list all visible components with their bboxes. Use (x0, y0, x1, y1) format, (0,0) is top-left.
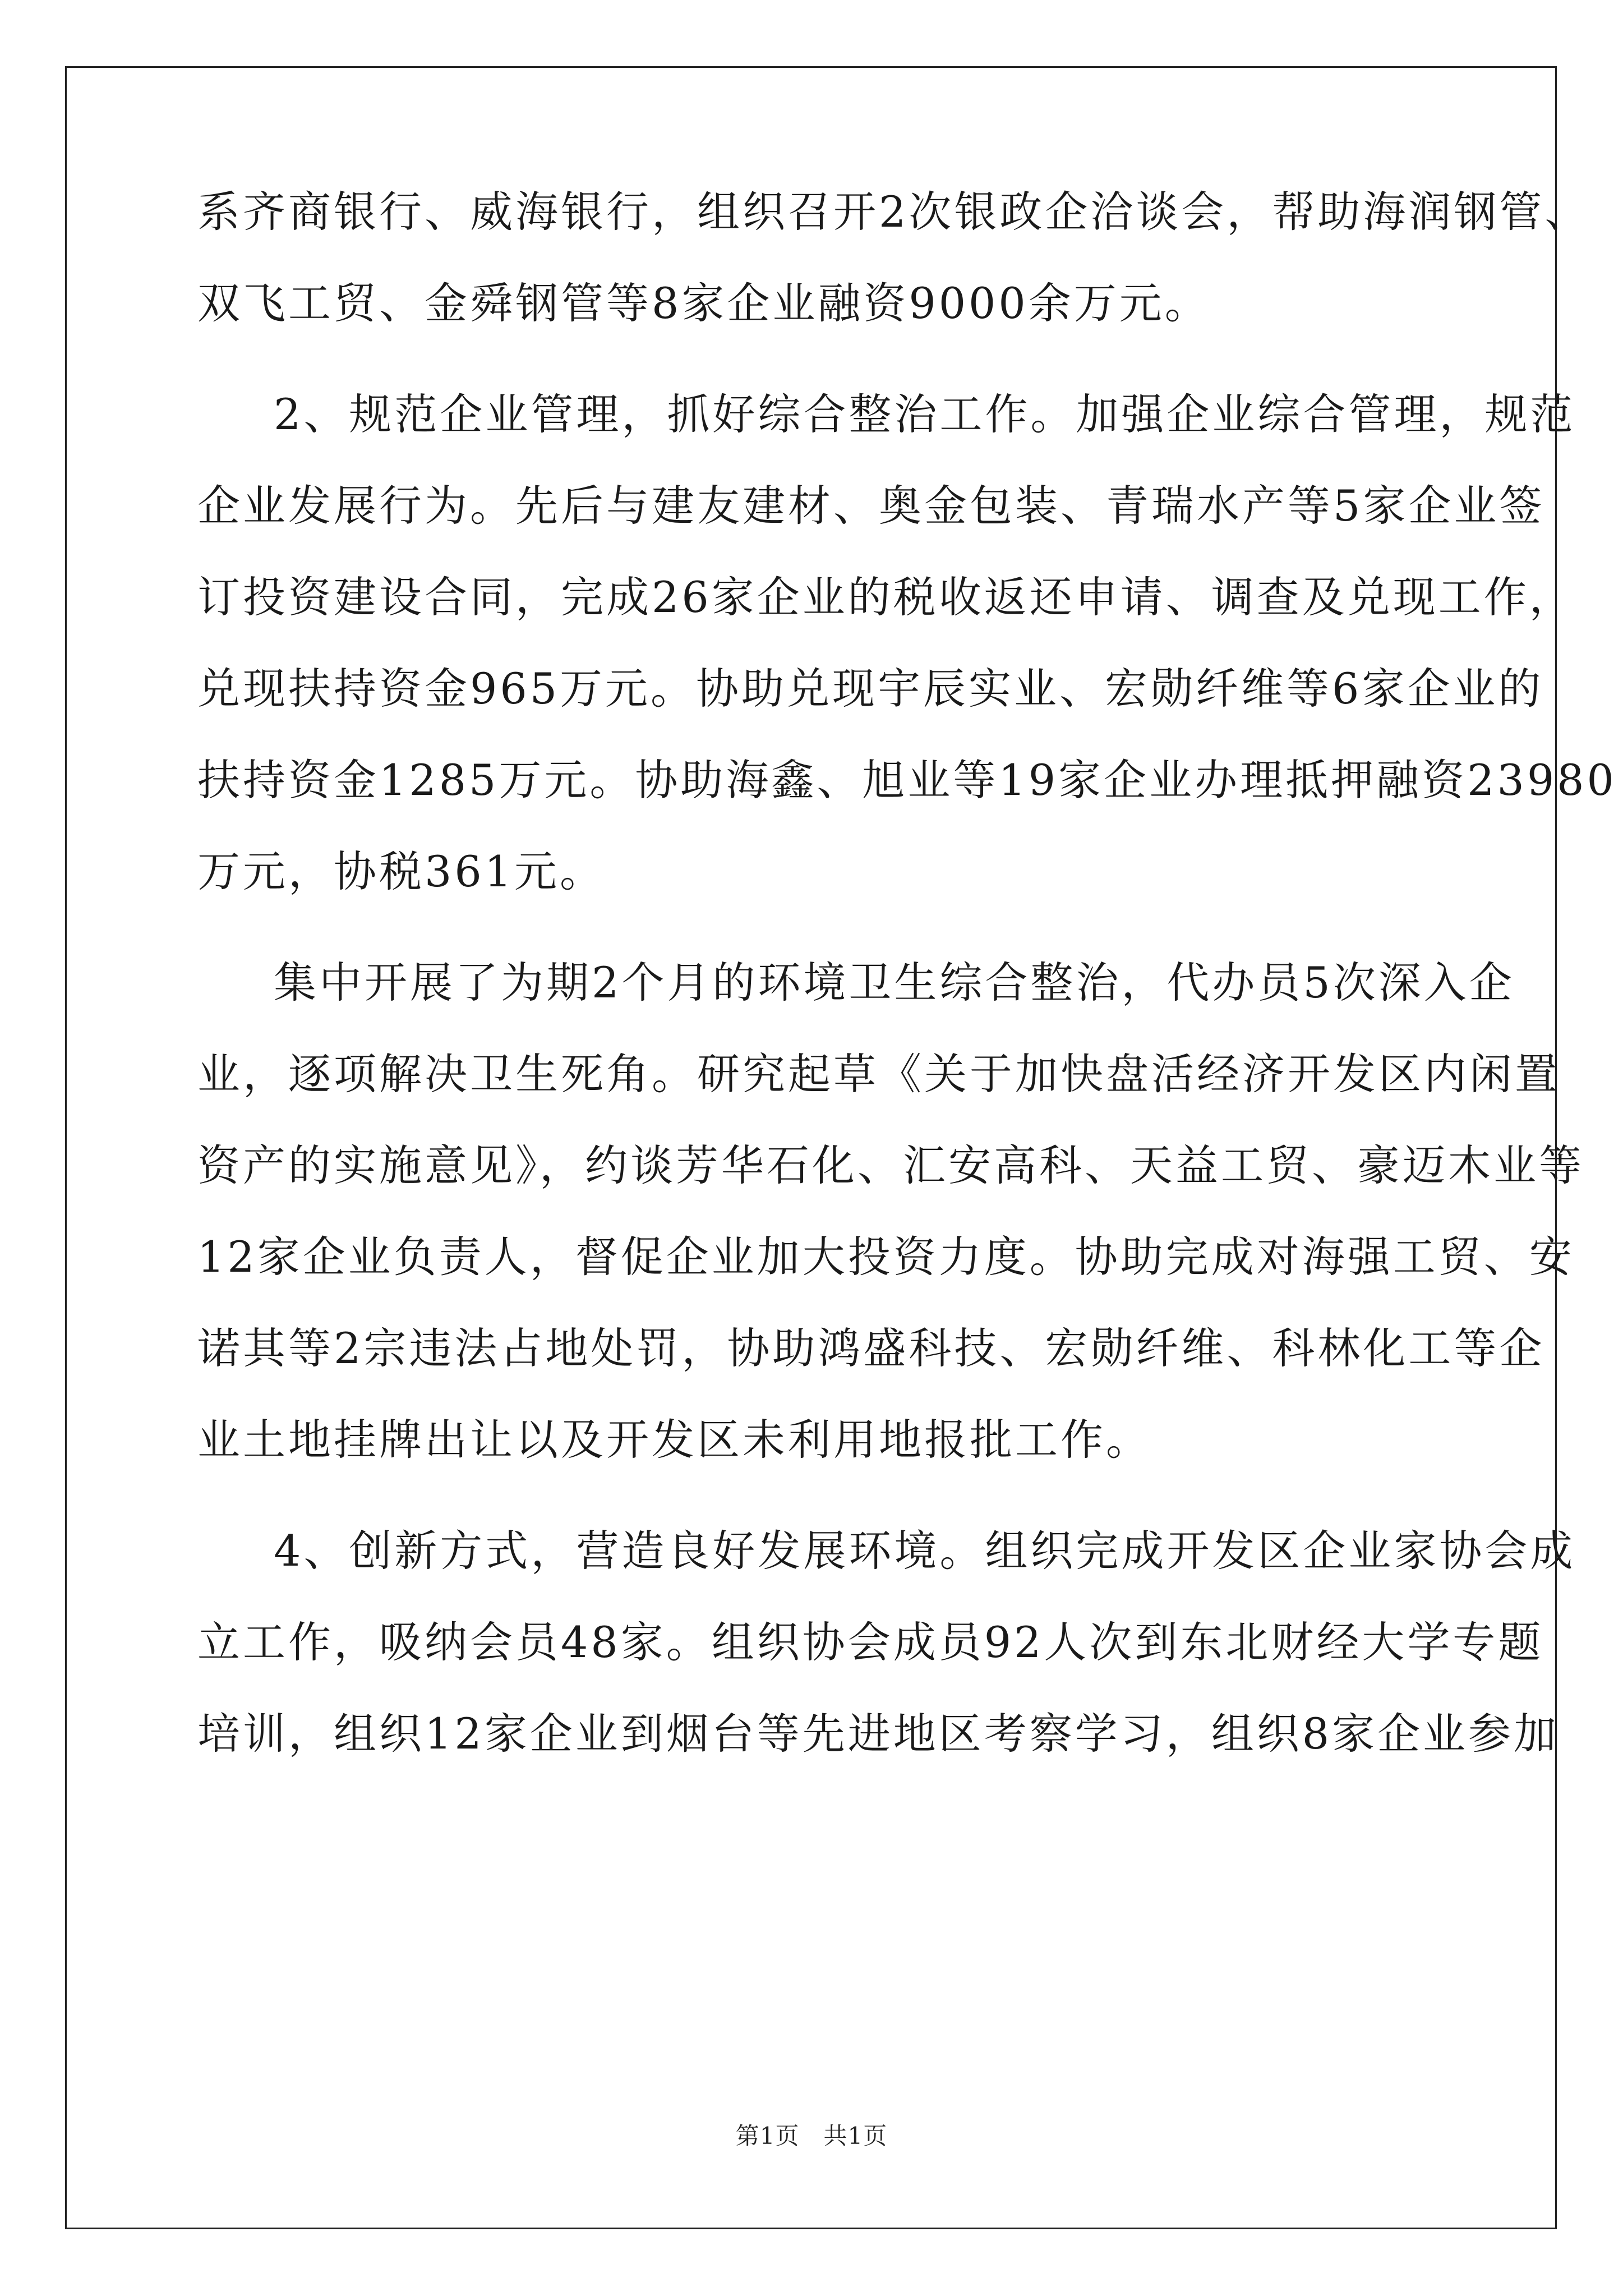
text-line: 业，逐项解决卫生死角。研究起草《关于加快盘活经济开发区内闲置 (197, 1049, 1560, 1099)
text-line: 系齐商银行、威海银行，组织召开2次银政企洽谈会，帮助海润钢管、 (197, 187, 1590, 237)
text-line: 企业发展行为。先后与建友建材、奥金包装、青瑞水产等5家企业签 (197, 481, 1545, 531)
text-line: 万元，协税361元。 (197, 846, 606, 896)
text-line: 诺其等2宗违法占地处罚，协助鸿盛科技、宏勋纤维、科林化工等企 (197, 1323, 1545, 1373)
page-number-footer: 第1页 共1页 (735, 2122, 888, 2150)
text-line: 立工作，吸纳会员48家。组织协会成员92人次到东北财经大学专题 (197, 1617, 1544, 1667)
text-line: 兑现扶持资金965万元。协助兑现宇辰实业、宏勋纤维等6家企业的 (197, 664, 1544, 714)
text-line: 资产的实施意见》，约谈芳华石化、汇安高科、天益工贸、豪迈木业等 (197, 1140, 1584, 1190)
text-line: 业土地挂牌出让以及开发区未利用地报批工作。 (197, 1415, 1151, 1465)
text-line: 双飞工贸、金舜钢管等8家企业融资9000余万元。 (197, 278, 1210, 328)
paragraph-start-line: 2、规范企业管理，抓好综合整治工作。加强企业综合管理，规范 (274, 389, 1576, 439)
text-line: 培训，组织12家企业到烟台等先进地区考察学习，组织8家企业参加 (197, 1709, 1560, 1759)
text-line: 扶持资金1285万元。协助海鑫、旭业等19家企业办理抵押融资23980 (197, 755, 1617, 805)
paragraph-start-line: 4、创新方式，营造良好发展环境。组织完成开发区企业家协会成 (274, 1526, 1576, 1576)
paragraph-start-line: 集中开展了为期2个月的环境卫生综合整治，代办员5次深入企 (274, 958, 1515, 1007)
text-line: 12家企业负责人，督促企业加大投资力度。协助完成对海强工贸、安 (197, 1232, 1575, 1282)
text-line: 订投资建设合同，完成26家企业的税收返还申请、调查及兑现工作， (197, 572, 1575, 622)
